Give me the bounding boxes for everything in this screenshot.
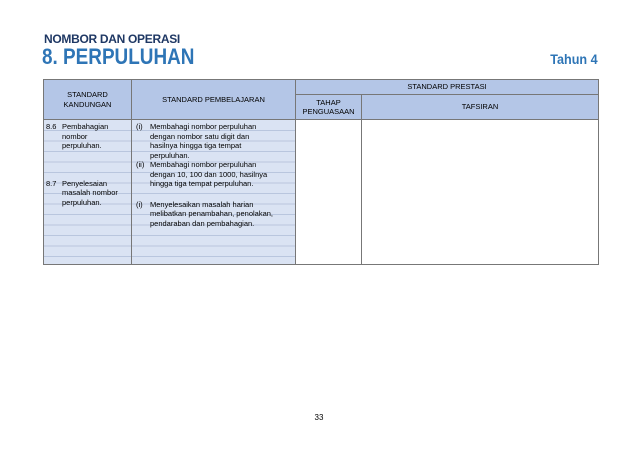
pembelajaran-item bbox=[132, 160, 295, 189]
kandungan-item bbox=[44, 122, 131, 151]
header-tafsiran: TAFSIRAN bbox=[362, 95, 599, 120]
tafsiran-cell bbox=[362, 120, 599, 265]
pembelajaran-number: (i) bbox=[136, 199, 143, 209]
kandungan-number: 8.7 bbox=[46, 178, 57, 188]
page-number: 33 bbox=[314, 413, 324, 422]
pembelajaran-item bbox=[132, 122, 295, 160]
pembelajaran-text: Membahagi nombor perpuluhan dengan nombor satu digit dan hasilnya hingga tiga tempat perpuluhan. bbox=[150, 122, 257, 160]
header-standard-pembelajaran: STANDARD PEMBELAJARAN bbox=[132, 80, 296, 120]
header-tahap-penguasaan: TAHAP PENGUASAAN bbox=[296, 95, 362, 120]
header-standard-prestasi: STANDARD PRESTASI bbox=[296, 80, 599, 95]
pembelajaran-number: (ii) bbox=[136, 160, 145, 169]
pembelajaran-text: Menyelesaikan masalah harian melibatkan penambahan, penolakan, pendaraban dan pembahagian. bbox=[150, 199, 274, 228]
page-title: 8. PERPULUHAN bbox=[42, 44, 195, 69]
pembelajaran-cell bbox=[132, 120, 296, 265]
kandungan-text: Penyelesaian masalah nombor perpuluhan. bbox=[62, 178, 118, 207]
kandungan-item bbox=[44, 179, 131, 208]
pembelajaran-text: Membahagi nombor perpuluhan dengan 10, 100 dan 1000, hasilnya hingga tiga tempat perpuluhan. bbox=[150, 160, 268, 188]
year-label: Tahun 4 bbox=[550, 51, 598, 67]
header-standard-kandungan: STANDARD KANDUNGAN bbox=[44, 80, 132, 120]
tahap-penguasaan-cell bbox=[296, 120, 362, 265]
section-kicker: NOMBOR DAN OPERASI bbox=[44, 32, 180, 46]
kandungan-number: 8.6 bbox=[46, 122, 57, 131]
curriculum-table bbox=[43, 79, 599, 265]
kandungan-cell bbox=[44, 120, 132, 265]
pembelajaran-item bbox=[132, 200, 295, 229]
pembelajaran-number: (i) bbox=[136, 122, 143, 131]
kandungan-text: Pembahagian nombor perpuluhan. bbox=[62, 122, 109, 150]
